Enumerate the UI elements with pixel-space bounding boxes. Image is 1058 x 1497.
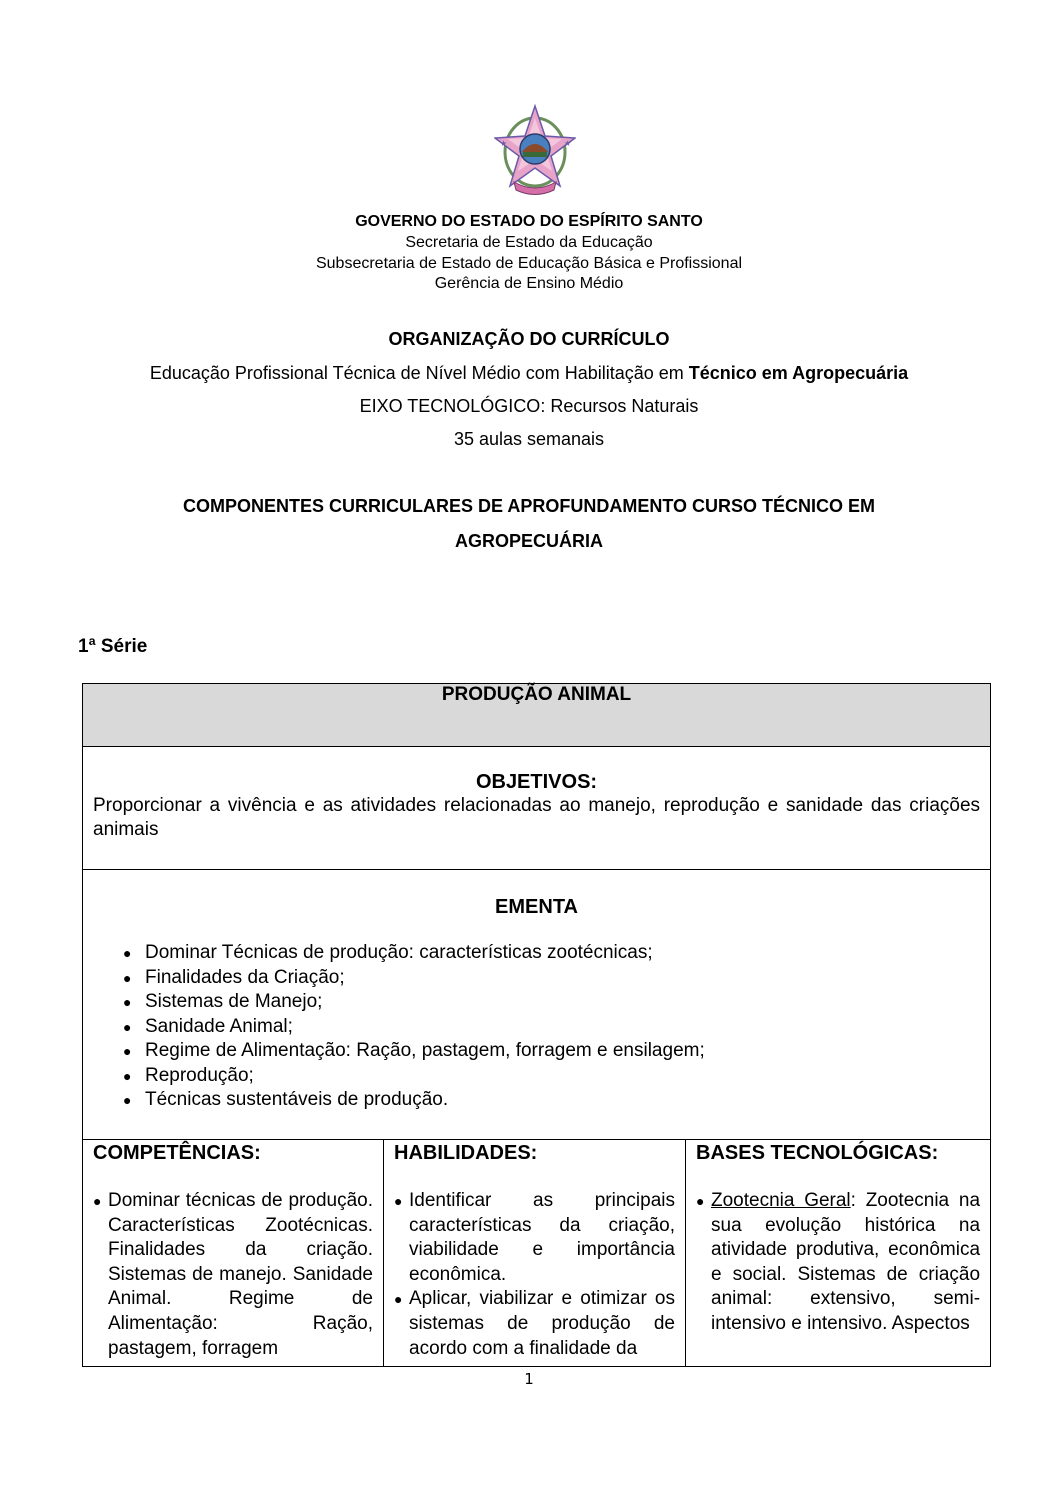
list-item: ● Identificar as principais características da criação, viabilidade e importância econômica. [394, 1189, 675, 1287]
org-aulas: 35 aulas semanais [453, 429, 605, 449]
list-item: ● Técnicas sustentáveis de produção. [83, 1088, 990, 1113]
list-item: ● Sanidade Animal; [83, 1015, 990, 1040]
objetivos-label: OBJETIVOS: [475, 771, 598, 793]
componentes-title-line1: COMPONENTES CURRICULARES DE APROFUNDAMENTO CURSO TÉCNICO EM [182, 496, 876, 516]
objetivos-cell [83, 747, 991, 870]
componentes-title-line2: AGROPECUÁRIA [454, 531, 603, 551]
ementa-list [83, 941, 990, 1113]
org-subtitle-prefix: Educação Profissional Técnica de Nível Médio com Habilitação em [149, 363, 689, 383]
org-title: ORGANIZAÇÃO DO CURRÍCULO [388, 329, 670, 349]
habilidades-cell [384, 1140, 686, 1367]
competencias-cell [83, 1140, 384, 1367]
svg-text:★: ★ [500, 139, 508, 148]
header-government: GOVERNO DO ESTADO DO ESPÍRITO SANTO [355, 213, 703, 230]
bases-cell [686, 1140, 991, 1367]
page-number: 1 [524, 1370, 534, 1388]
list-item: ● Regime de Alimentação: Ração, pastagem, forragem e ensilagem; [83, 1039, 990, 1064]
competencias-label: COMPETÊNCIAS: [93, 1142, 261, 1164]
list-item: ● Sistemas de Manejo; [83, 990, 990, 1015]
list-item: ● Aplicar, viabilizar e otimizar os sistemas de produção de acordo com a finalidade da [394, 1287, 675, 1361]
serie-heading: 1ª Série [78, 636, 148, 657]
list-item: ● Reprodução; [83, 1064, 990, 1089]
table-title: PRODUÇÃO ANIMAL [83, 684, 991, 747]
ementa-cell [83, 870, 991, 1140]
list-item: ● Finalidades da Criação; [83, 966, 990, 991]
habilidades-label: HABILIDADES: [394, 1142, 538, 1164]
svg-text:★: ★ [564, 139, 572, 148]
header-subsecretaria: Subsecretaria de Estado de Educação Básica e Profissional [315, 255, 743, 272]
header-secretaria: Secretaria de Estado da Educação [405, 234, 653, 251]
ementa-label: EMENTA [495, 896, 578, 918]
header-gerencia: Gerência de Ensino Médio [434, 275, 624, 292]
objetivos-text: Proporcionar a vivência e as atividades relacionadas ao manejo, reprodução e sanidade das criações animais [93, 795, 981, 840]
org-eixo: EIXO TECNOLÓGICO: Recursos Naturais [359, 396, 699, 416]
list-item [696, 1189, 980, 1337]
list-item: ● Dominar Técnicas de produção: características zootécnicas; [83, 941, 990, 966]
bases-topic: Zootecnia Geral [711, 1190, 851, 1211]
curriculum-table [82, 683, 991, 1367]
bases-text: : Zootecnia na sua evolução histórica na atividade produtiva, econômica e social. Sistemas de criação animal: extensivo, semi-intensivo e intensivo. Aspectos [711, 1190, 981, 1334]
state-seal-logo [494, 104, 576, 199]
list-item: ● Dominar técnicas de produção. Características Zootécnicas. Finalidades da criação. Sistemas de manejo. Sanidade Animal. Regime de Alimentação: Ração, pastagem, forragem [93, 1189, 373, 1361]
bases-label: BASES TECNOLÓGICAS: [696, 1142, 939, 1164]
org-subtitle [0, 363, 1058, 384]
org-subtitle-course: Técnico em Agropecuária [688, 363, 909, 383]
